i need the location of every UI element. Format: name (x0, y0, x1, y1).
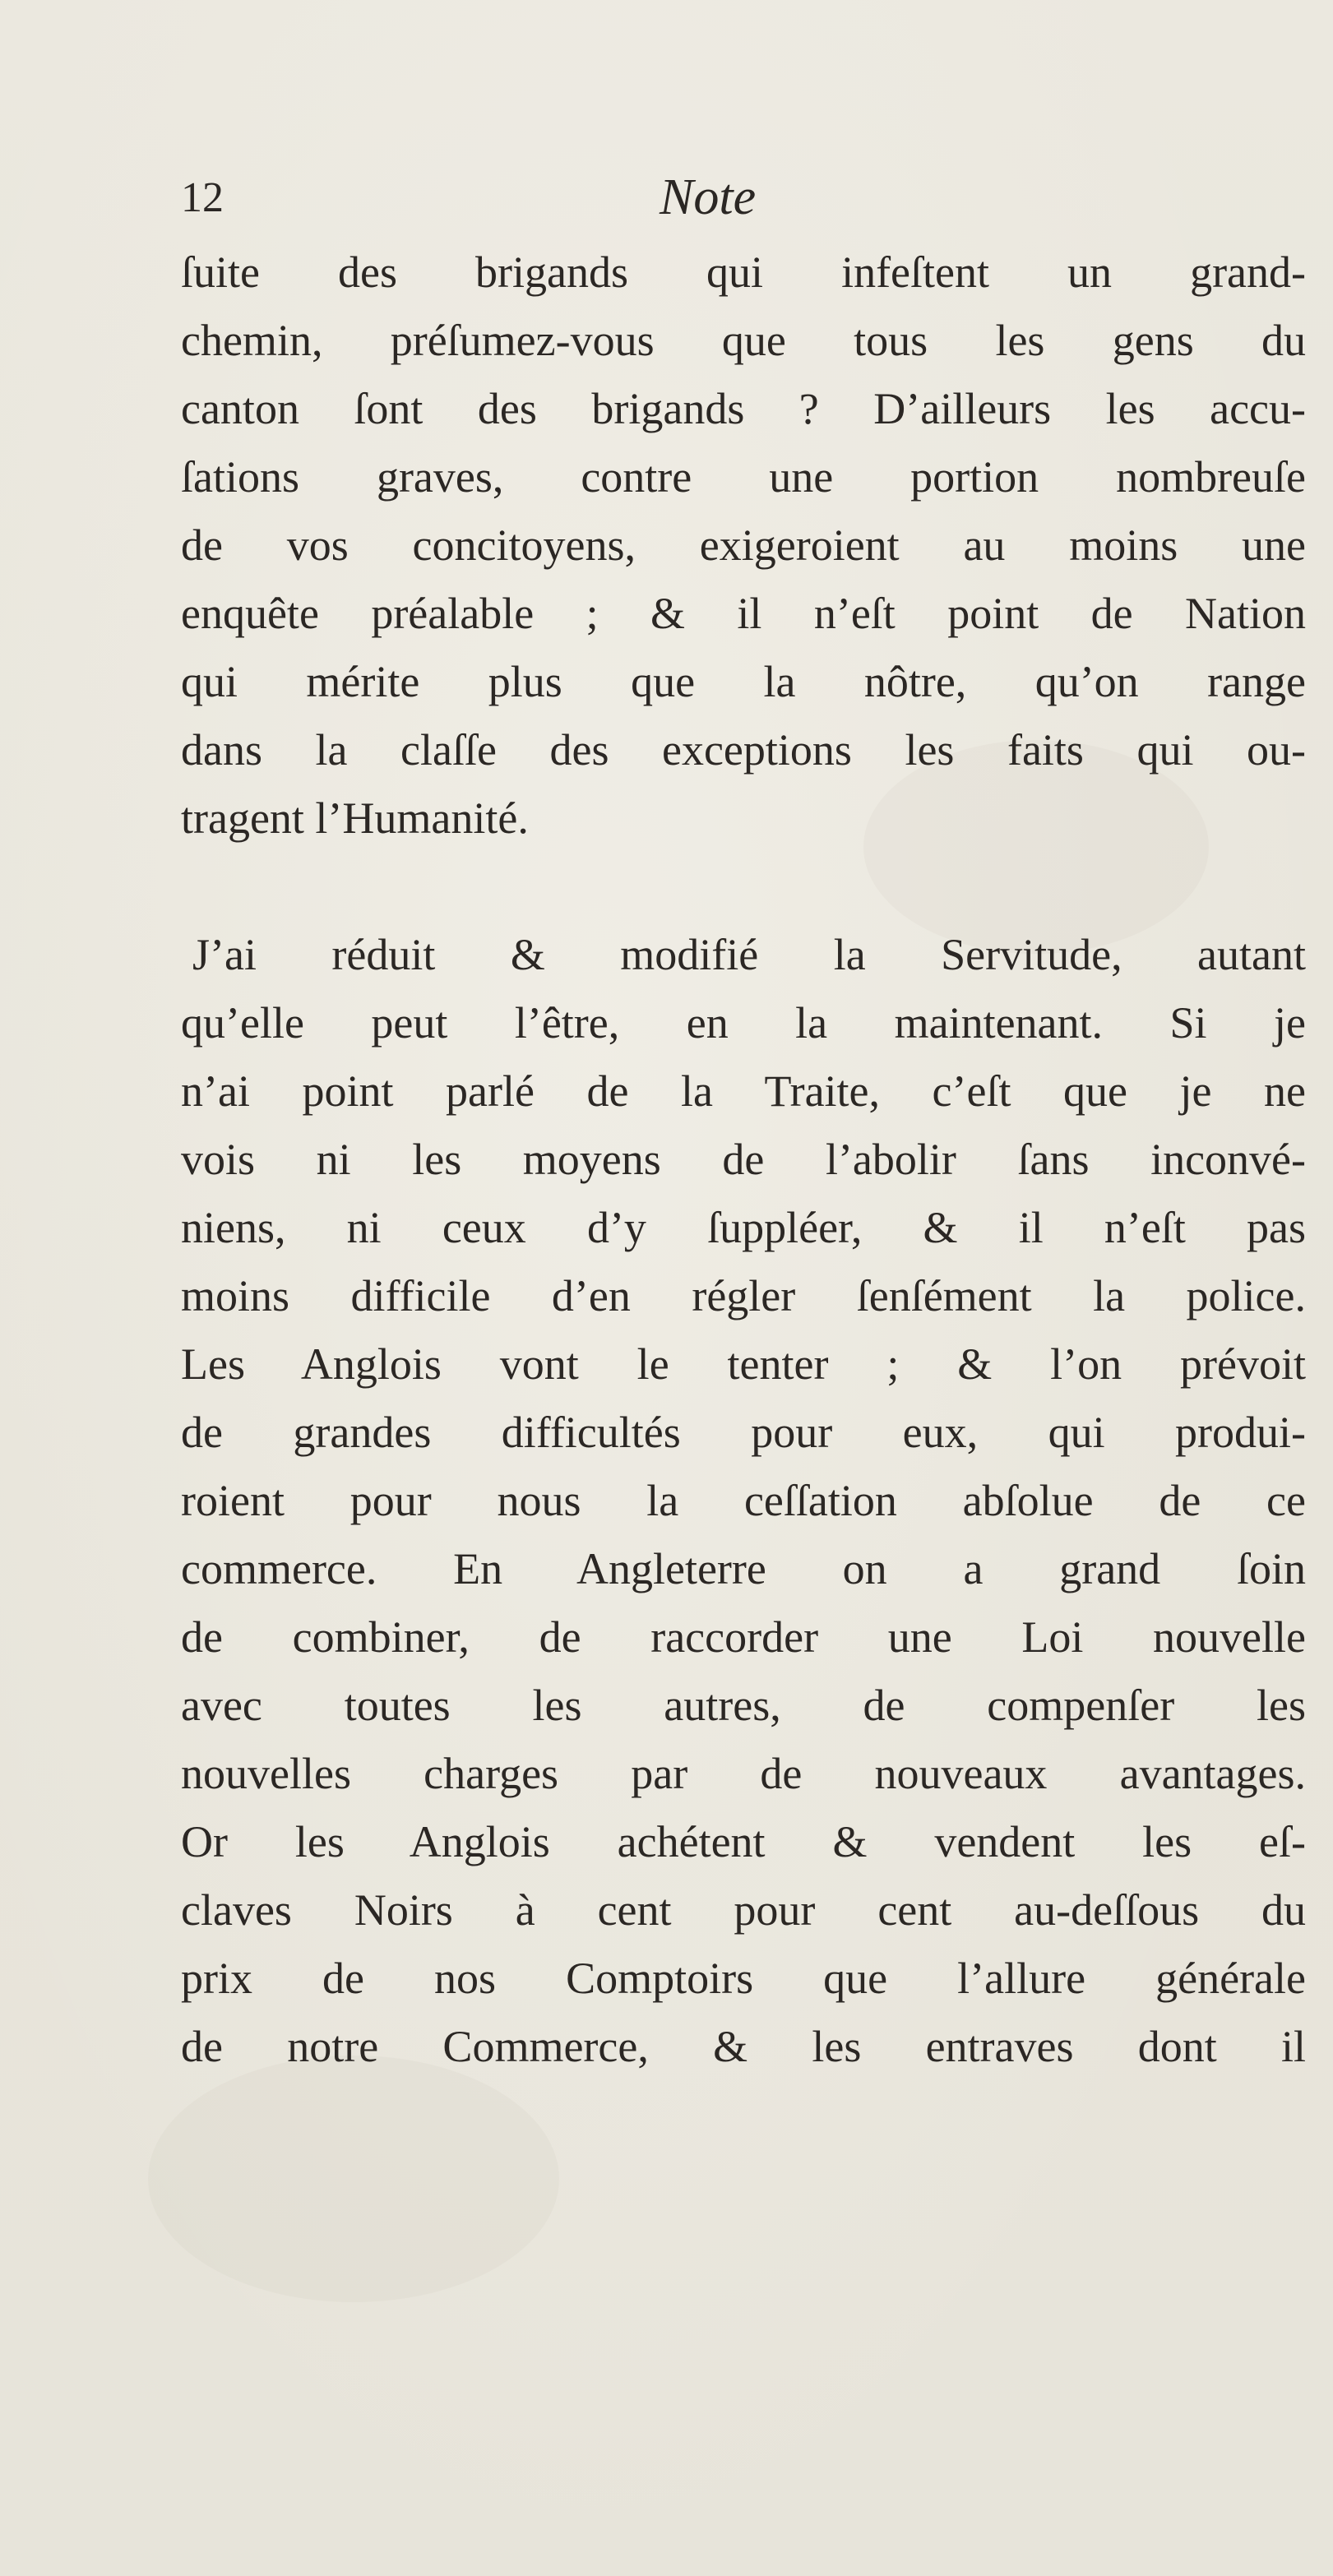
text-line: canton ſont des brigands ? D’ailleurs les accu- (181, 384, 1306, 433)
text-line: qu’elle peut l’être, en la maintenant. Si je (181, 998, 1306, 1048)
text-line: n’ai point parlé de la Traite, c’eſt que je ne (181, 1066, 1306, 1116)
text-line: chemin, préſumez-vous que tous les gens du (181, 316, 1306, 365)
page-number: 12 (181, 174, 224, 221)
text-line: prix de nos Comptoirs que l’allure générale (181, 1954, 1306, 2003)
text-line: de grandes difficultés pour eux, qui produi- (181, 1408, 1306, 1457)
text-line: moins difficile d’en régler ſenſément la police. (181, 1271, 1306, 1320)
text-line: vois ni les moyens de l’abolir ſans inconvé- (181, 1135, 1306, 1184)
text-line: enquête préalable ; & il n’eſt point de Nation (181, 589, 1306, 638)
text-line: Les Anglois vont le tenter ; & l’on prévoit (181, 1339, 1306, 1389)
text-line: claves Noirs à cent pour cent au-deſſous du (181, 1885, 1306, 1935)
text-line: dans la claſſe des exceptions les faits qui ou- (181, 725, 1306, 775)
text-line: qui mérite plus que la nôtre, qu’on range (181, 657, 1306, 706)
text-line: de notre Commerce, & les entraves dont il (181, 2022, 1306, 2071)
text-line: roient pour nous la ceſſation abſolue de ce (181, 1476, 1306, 1525)
text-line: J’ai réduit & modifié la Servitude, autant (192, 930, 1306, 979)
text-line: avec toutes les autres, de compenſer les (181, 1681, 1306, 1730)
page-header (181, 169, 1308, 234)
text-line: nouvelles charges par de nouveaux avantages. (181, 1749, 1306, 1798)
text-line: de vos concitoyens, exigeroient au moins une (181, 520, 1306, 570)
paragraph-2 (181, 921, 1306, 2081)
text-line: tragent l’Humanité. (181, 793, 529, 843)
text-line: de combiner, de raccorder une Loi nouvelle (181, 1612, 1306, 1662)
text-line: ſuite des brigands qui infeſtent un grand- (181, 247, 1306, 297)
text-line: niens, ni ceux d’y ſuppléer, & il n’eſt pas (181, 1203, 1306, 1252)
text-line: commerce. En Angleterre on a grand ſoin (181, 1544, 1306, 1593)
running-title: Note (660, 169, 757, 225)
text-line: Or les Anglois achétent & vendent les eſ- (181, 1817, 1306, 1866)
text-line: ſations graves, contre une portion nombreuſe (181, 452, 1306, 502)
paragraph-1 (181, 238, 1306, 853)
paper-stain (148, 2056, 559, 2302)
